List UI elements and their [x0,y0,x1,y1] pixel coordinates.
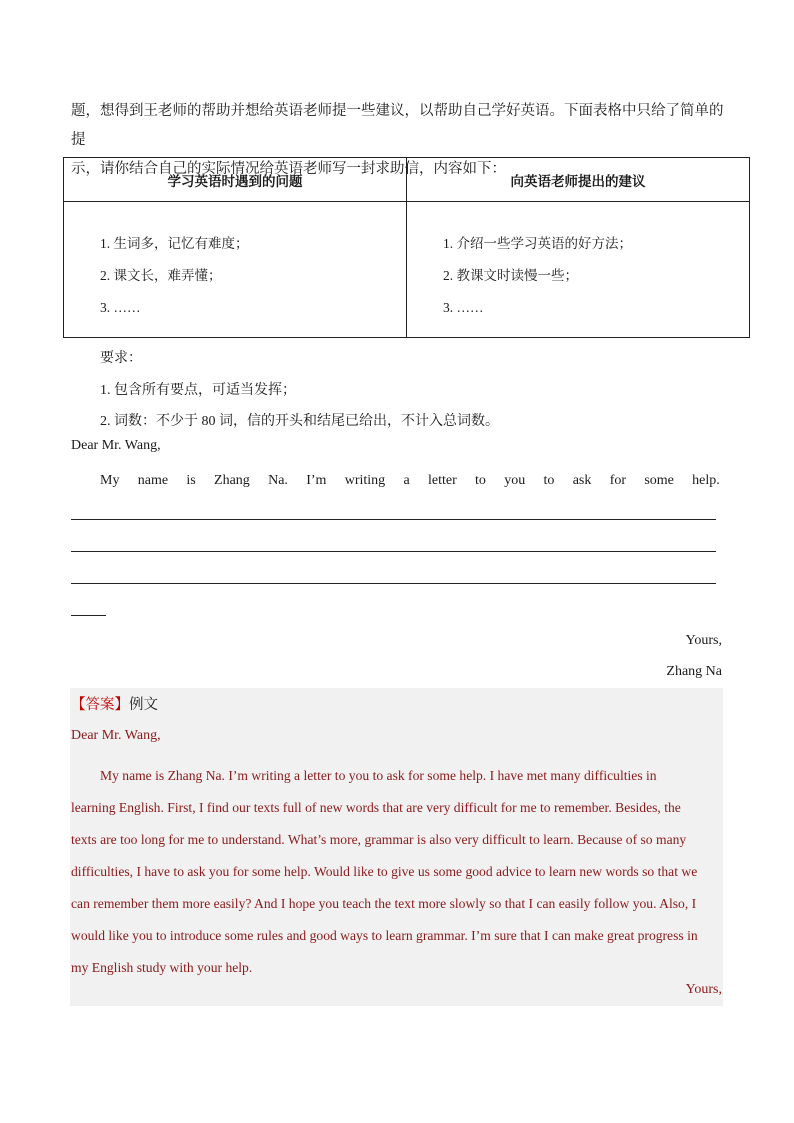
answer-line: learning English. First, I find our texts full of new words that are very difficult for me to remember. Besides, the [71,800,681,815]
list-item: 3. …… [100,300,141,315]
letter-word: writing [344,473,386,488]
answer-label: 例文 [129,697,158,713]
list-item: 3. …… [443,300,484,315]
table-header-suggestions: 向英语老师提出的建议 [407,158,750,202]
list-item: 1. 介绍一些学习英语的好方法； [443,236,632,251]
writing-line-short [71,615,106,616]
letter-word: help. [692,473,720,488]
writing-line [71,519,716,520]
table-header-row [64,158,750,202]
letter-word: to [543,473,555,488]
task-table [63,157,750,338]
letter-word: some [644,473,674,488]
answer-closing: Yours, [685,982,722,997]
suggestions-cell [407,202,750,338]
intro-line-2: 示，请你结合自己的实际情况给英语老师写一封求助信，内容如下： [71,161,506,177]
letter-word: to [475,473,486,488]
writing-line [71,551,716,552]
letter-word: My [100,473,120,488]
answer-line: can remember them more easily? And I hope you teach the text more slowly so that I can easily follow you. Also, I [71,896,697,911]
letter-word: Na. [268,473,288,488]
answer-heading [71,693,158,714]
table-header-problems: 学习英语时遇到的问题 [64,158,407,202]
answer-body [71,760,721,984]
letter-word: ask [572,473,592,488]
list-item: 2. 课文长，难弄懂； [100,268,222,283]
letter-word: is [186,473,196,488]
answer-line: My name is Zhang Na. I’m writing a letter to you to ask for some help. I have met many difficulties in [100,768,657,783]
requirement-item: 2. 词数：不少于 80 词，信的开头和结尾已给出，不计入总词数。 [100,414,499,429]
letter-greeting: Dear Mr. Wang, [71,438,161,453]
letter-word: letter [427,473,457,488]
answer-line: difficulties, I have to ask you for some help. Would like to give us some good advice to learn new words so that we [71,864,698,879]
problems-cell [64,202,407,338]
letter-word: for [609,473,627,488]
answer-tag: 【答案】 [71,697,129,713]
letter-word: name [137,473,169,488]
answer-line: would like you to introduce some rules and good ways to learn grammar. I’m sure that I can make great progress in [71,928,698,943]
letter-word: Zhang [214,473,250,488]
answer-line: my English study with your help. [71,960,253,975]
letter-signature: Zhang Na [666,664,722,679]
letter-word: you [504,473,526,488]
requirement-item: 1. 包含所有要点，可适当发挥； [100,382,296,398]
answer-greeting: Dear Mr. Wang, [71,728,161,743]
intro-line-1: 题，想得到王老师的帮助并想给英语老师提一些建议，以帮助自己学好英语。下面表格中只给了简单的提 [71,103,724,148]
requirements [100,343,499,438]
answer-line: texts are too long for me to understand. What’s more, grammar is also very difficult to learn. Because of so many [71,832,687,847]
writing-line [71,583,716,584]
letter-closing: Yours, [685,633,722,648]
letter-first-line [100,473,720,489]
requirements-title: 要求： [100,351,142,366]
list-item: 1. 生词多，记忆有难度； [100,236,249,251]
list-item: 2. 教课文时读慢一些； [443,268,578,283]
table-body-row [64,202,750,338]
letter-word: a [403,473,410,488]
letter-word: I’m [306,473,327,488]
